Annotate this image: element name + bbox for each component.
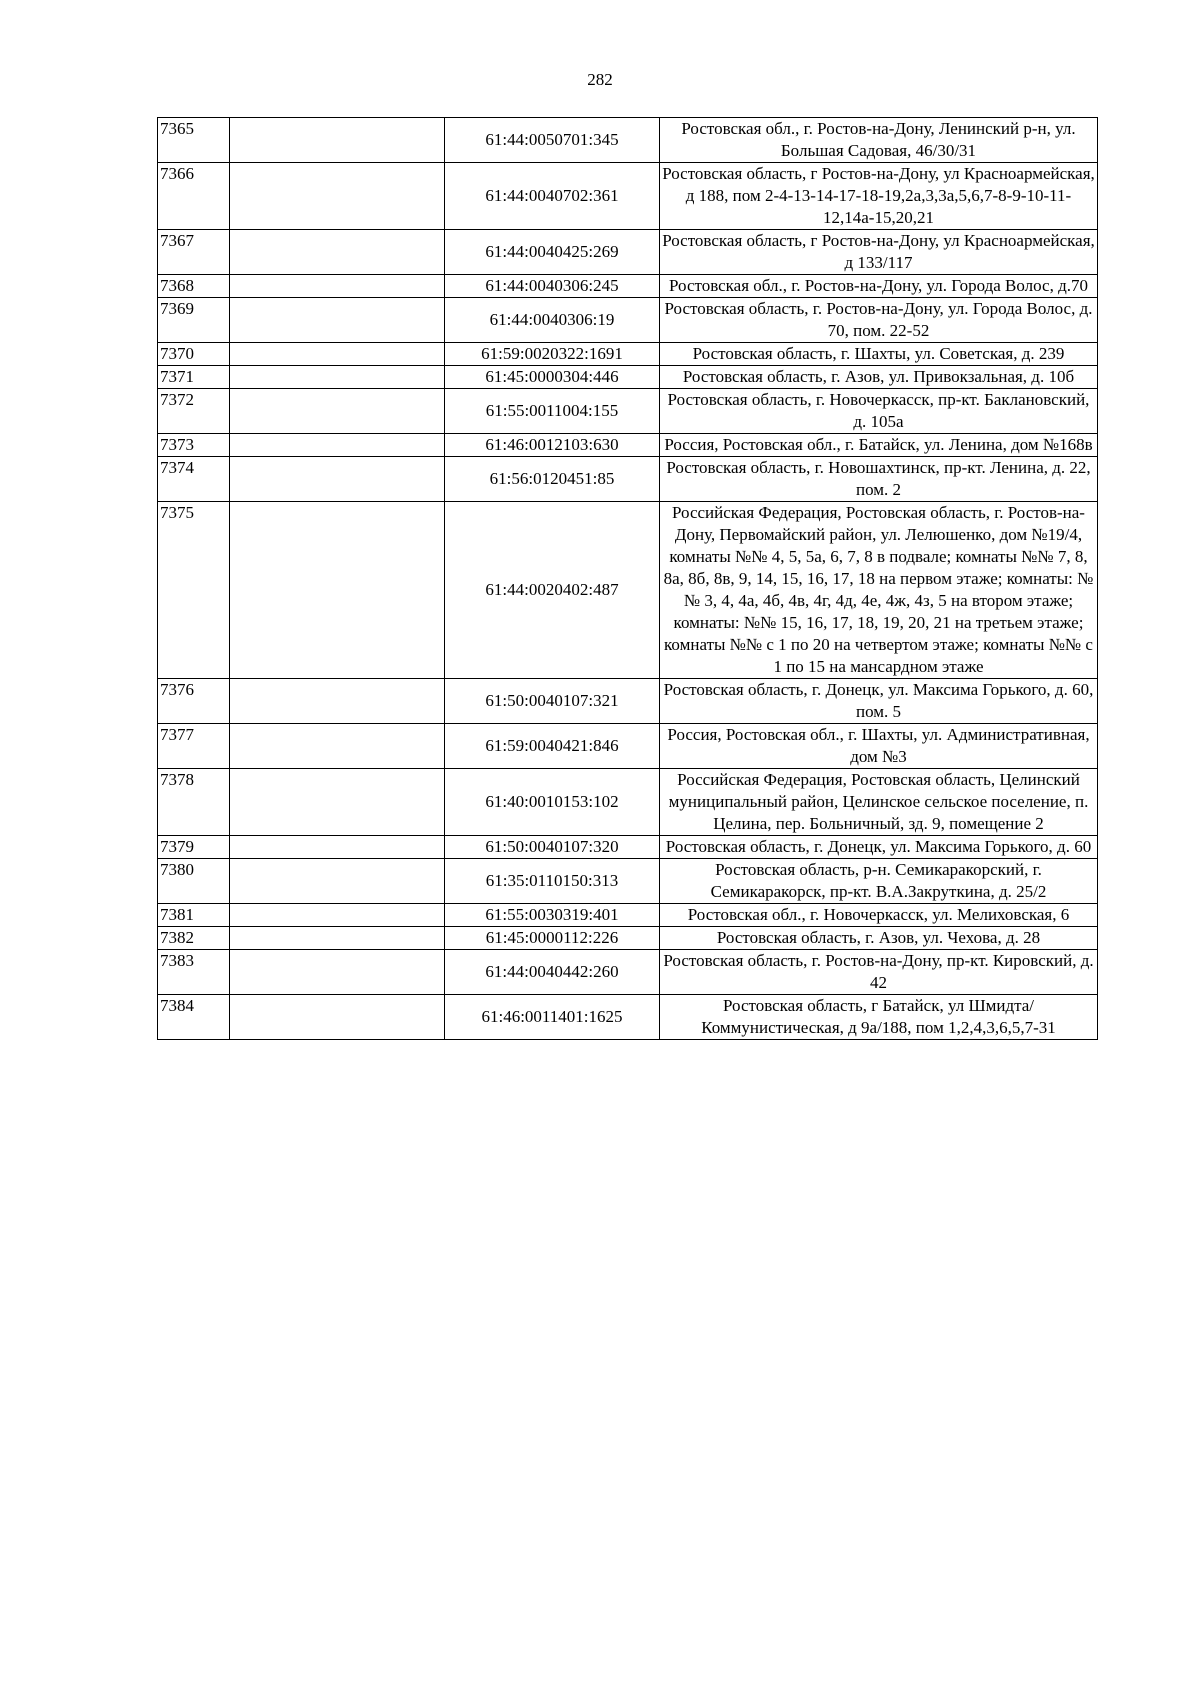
cadastral-number-cell: 61:35:0110150:313 bbox=[445, 859, 660, 904]
table-row bbox=[158, 769, 1098, 836]
cadastral-number-cell: 61:40:0010153:102 bbox=[445, 769, 660, 836]
address-cell: Ростовская область, г. Азов, ул. Чехова, д. 28 bbox=[660, 927, 1098, 950]
empty-cell bbox=[230, 927, 445, 950]
row-number-cell: 7369 bbox=[158, 298, 230, 343]
empty-cell bbox=[230, 118, 445, 163]
cadastral-number-cell: 61:44:0040702:361 bbox=[445, 163, 660, 230]
empty-cell bbox=[230, 904, 445, 927]
row-number-cell: 7380 bbox=[158, 859, 230, 904]
cadastral-number-cell: 61:44:0040306:245 bbox=[445, 275, 660, 298]
address-cell: Ростовская область, г. Шахты, ул. Советская, д. 239 bbox=[660, 343, 1098, 366]
table-row bbox=[158, 904, 1098, 927]
table-row bbox=[158, 230, 1098, 275]
address-cell: Российская Федерация, Ростовская область, г. Ростов-на-Дону, Первомайский район, ул. Лелюшенко, дом №19/4, комнаты №№ 4, 5, 5а, 6, 7, 8 в подвале; комнаты №№ 7, 8, 8а, 8б, 8в, 9, 14, 15, 16, 17, 18 на первом этаже; комнаты: №№ 3, 4, 4а, 4б, 4в, 4г, 4д, 4е, 4ж, 4з, 5 на втором этаже; комнаты: №№ 15, 16, 17, 18, 19, 20, 21 на третьем этаже; комнаты №№ с 1 по 20 на четвертом этаже; комнаты №№ с 1 по 15 на мансардном этаже bbox=[660, 502, 1098, 679]
table-row bbox=[158, 995, 1098, 1040]
table-row bbox=[158, 927, 1098, 950]
empty-cell bbox=[230, 502, 445, 679]
table-row bbox=[158, 502, 1098, 679]
cadastral-number-cell: 61:50:0040107:321 bbox=[445, 679, 660, 724]
row-number-cell: 7374 bbox=[158, 457, 230, 502]
row-number-cell: 7377 bbox=[158, 724, 230, 769]
address-cell: Россия, Ростовская обл., г. Батайск, ул. Ленина, дом №168в bbox=[660, 434, 1098, 457]
table-row bbox=[158, 163, 1098, 230]
table-row bbox=[158, 457, 1098, 502]
row-number-cell: 7370 bbox=[158, 343, 230, 366]
row-number-cell: 7376 bbox=[158, 679, 230, 724]
address-cell: Ростовская обл., г. Новочеркасск, ул. Мелиховская, 6 bbox=[660, 904, 1098, 927]
cadastral-number-cell: 61:55:0030319:401 bbox=[445, 904, 660, 927]
row-number-cell: 7382 bbox=[158, 927, 230, 950]
cadastral-number-cell: 61:56:0120451:85 bbox=[445, 457, 660, 502]
cadastral-number-cell: 61:50:0040107:320 bbox=[445, 836, 660, 859]
table-row bbox=[158, 118, 1098, 163]
address-cell: Ростовская область, г. Ростов-на-Дону, ул. Города Волос, д. 70, пом. 22-52 bbox=[660, 298, 1098, 343]
row-number-cell: 7367 bbox=[158, 230, 230, 275]
address-cell: Ростовская область, г. Донецк, ул. Максима Горького, д. 60 bbox=[660, 836, 1098, 859]
table-row bbox=[158, 366, 1098, 389]
empty-cell bbox=[230, 389, 445, 434]
cadastral-number-cell: 61:44:0040442:260 bbox=[445, 950, 660, 995]
row-number-cell: 7384 bbox=[158, 995, 230, 1040]
empty-cell bbox=[230, 769, 445, 836]
cadastral-number-cell: 61:45:0000304:446 bbox=[445, 366, 660, 389]
empty-cell bbox=[230, 679, 445, 724]
row-number-cell: 7371 bbox=[158, 366, 230, 389]
cadastral-number-cell: 61:44:0020402:487 bbox=[445, 502, 660, 679]
table-row bbox=[158, 859, 1098, 904]
row-number-cell: 7378 bbox=[158, 769, 230, 836]
address-cell: Ростовская обл., г. Ростов-на-Дону, ул. Города Волос, д.70 bbox=[660, 275, 1098, 298]
empty-cell bbox=[230, 366, 445, 389]
cadastral-number-cell: 61:45:0000112:226 bbox=[445, 927, 660, 950]
address-cell: Ростовская область, г Батайск, ул Шмидта/Коммунистическая, д 9а/188, пом 1,2,4,3,6,5,7-31 bbox=[660, 995, 1098, 1040]
row-number-cell: 7379 bbox=[158, 836, 230, 859]
row-number-cell: 7366 bbox=[158, 163, 230, 230]
cadastral-number-cell: 61:46:0012103:630 bbox=[445, 434, 660, 457]
empty-cell bbox=[230, 859, 445, 904]
address-cell: Ростовская область, г. Новошахтинск, пр-кт. Ленина, д. 22, пом. 2 bbox=[660, 457, 1098, 502]
row-number-cell: 7372 bbox=[158, 389, 230, 434]
empty-cell bbox=[230, 230, 445, 275]
cadastral-number-cell: 61:55:0011004:155 bbox=[445, 389, 660, 434]
empty-cell bbox=[230, 298, 445, 343]
empty-cell bbox=[230, 343, 445, 366]
address-cell: Россия, Ростовская обл., г. Шахты, ул. Административная, дом №3 bbox=[660, 724, 1098, 769]
table-row bbox=[158, 679, 1098, 724]
empty-cell bbox=[230, 995, 445, 1040]
cadastral-number-cell: 61:59:0020322:1691 bbox=[445, 343, 660, 366]
table-row bbox=[158, 298, 1098, 343]
row-number-cell: 7365 bbox=[158, 118, 230, 163]
address-cell: Ростовская область, г Ростов-на-Дону, ул Красноармейская, д 188, пом 2-4-13-14-17-18-19,2а,3,3а,5,6,7-8-9-10-11-12,14а-15,20,21 bbox=[660, 163, 1098, 230]
empty-cell bbox=[230, 836, 445, 859]
row-number-cell: 7373 bbox=[158, 434, 230, 457]
address-cell: Ростовская область, г. Ростов-на-Дону, пр-кт. Кировский, д. 42 bbox=[660, 950, 1098, 995]
address-cell: Ростовская обл., г. Ростов-на-Дону, Ленинский р-н, ул. Большая Садовая, 46/30/31 bbox=[660, 118, 1098, 163]
row-number-cell: 7381 bbox=[158, 904, 230, 927]
row-number-cell: 7383 bbox=[158, 950, 230, 995]
cadastral-number-cell: 61:44:0040425:269 bbox=[445, 230, 660, 275]
empty-cell bbox=[230, 163, 445, 230]
empty-cell bbox=[230, 434, 445, 457]
cadastral-number-cell: 61:44:0040306:19 bbox=[445, 298, 660, 343]
address-cell: Ростовская область, г. Новочеркасск, пр-кт. Баклановский, д. 105а bbox=[660, 389, 1098, 434]
row-number-cell: 7375 bbox=[158, 502, 230, 679]
table-row bbox=[158, 275, 1098, 298]
table-row bbox=[158, 389, 1098, 434]
table-row bbox=[158, 950, 1098, 995]
address-cell: Ростовская область, г. Азов, ул. Привокзальная, д. 10б bbox=[660, 366, 1098, 389]
table-row bbox=[158, 836, 1098, 859]
cadastral-number-cell: 61:46:0011401:1625 bbox=[445, 995, 660, 1040]
row-number-cell: 7368 bbox=[158, 275, 230, 298]
address-cell: Ростовская область, р-н. Семикаракорский, г. Семикаракорск, пр-кт. В.А.Закруткина, д. 25/2 bbox=[660, 859, 1098, 904]
page-number: 282 bbox=[587, 70, 613, 89]
address-cell: Российская Федерация, Ростовская область, Целинский муниципальный район, Целинское сельское поселение, п. Целина, пер. Больничный, зд. 9, помещение 2 bbox=[660, 769, 1098, 836]
address-cell: Ростовская область, г Ростов-на-Дону, ул Красноармейская, д 133/117 bbox=[660, 230, 1098, 275]
address-cell: Ростовская область, г. Донецк, ул. Максима Горького, д. 60, пом. 5 bbox=[660, 679, 1098, 724]
cadastral-number-cell: 61:44:0050701:345 bbox=[445, 118, 660, 163]
empty-cell bbox=[230, 275, 445, 298]
property-registry-table bbox=[157, 117, 1098, 1040]
table-body bbox=[158, 118, 1098, 1040]
empty-cell bbox=[230, 724, 445, 769]
table-row bbox=[158, 724, 1098, 769]
table-row bbox=[158, 343, 1098, 366]
empty-cell bbox=[230, 950, 445, 995]
table-row bbox=[158, 434, 1098, 457]
empty-cell bbox=[230, 457, 445, 502]
cadastral-number-cell: 61:59:0040421:846 bbox=[445, 724, 660, 769]
